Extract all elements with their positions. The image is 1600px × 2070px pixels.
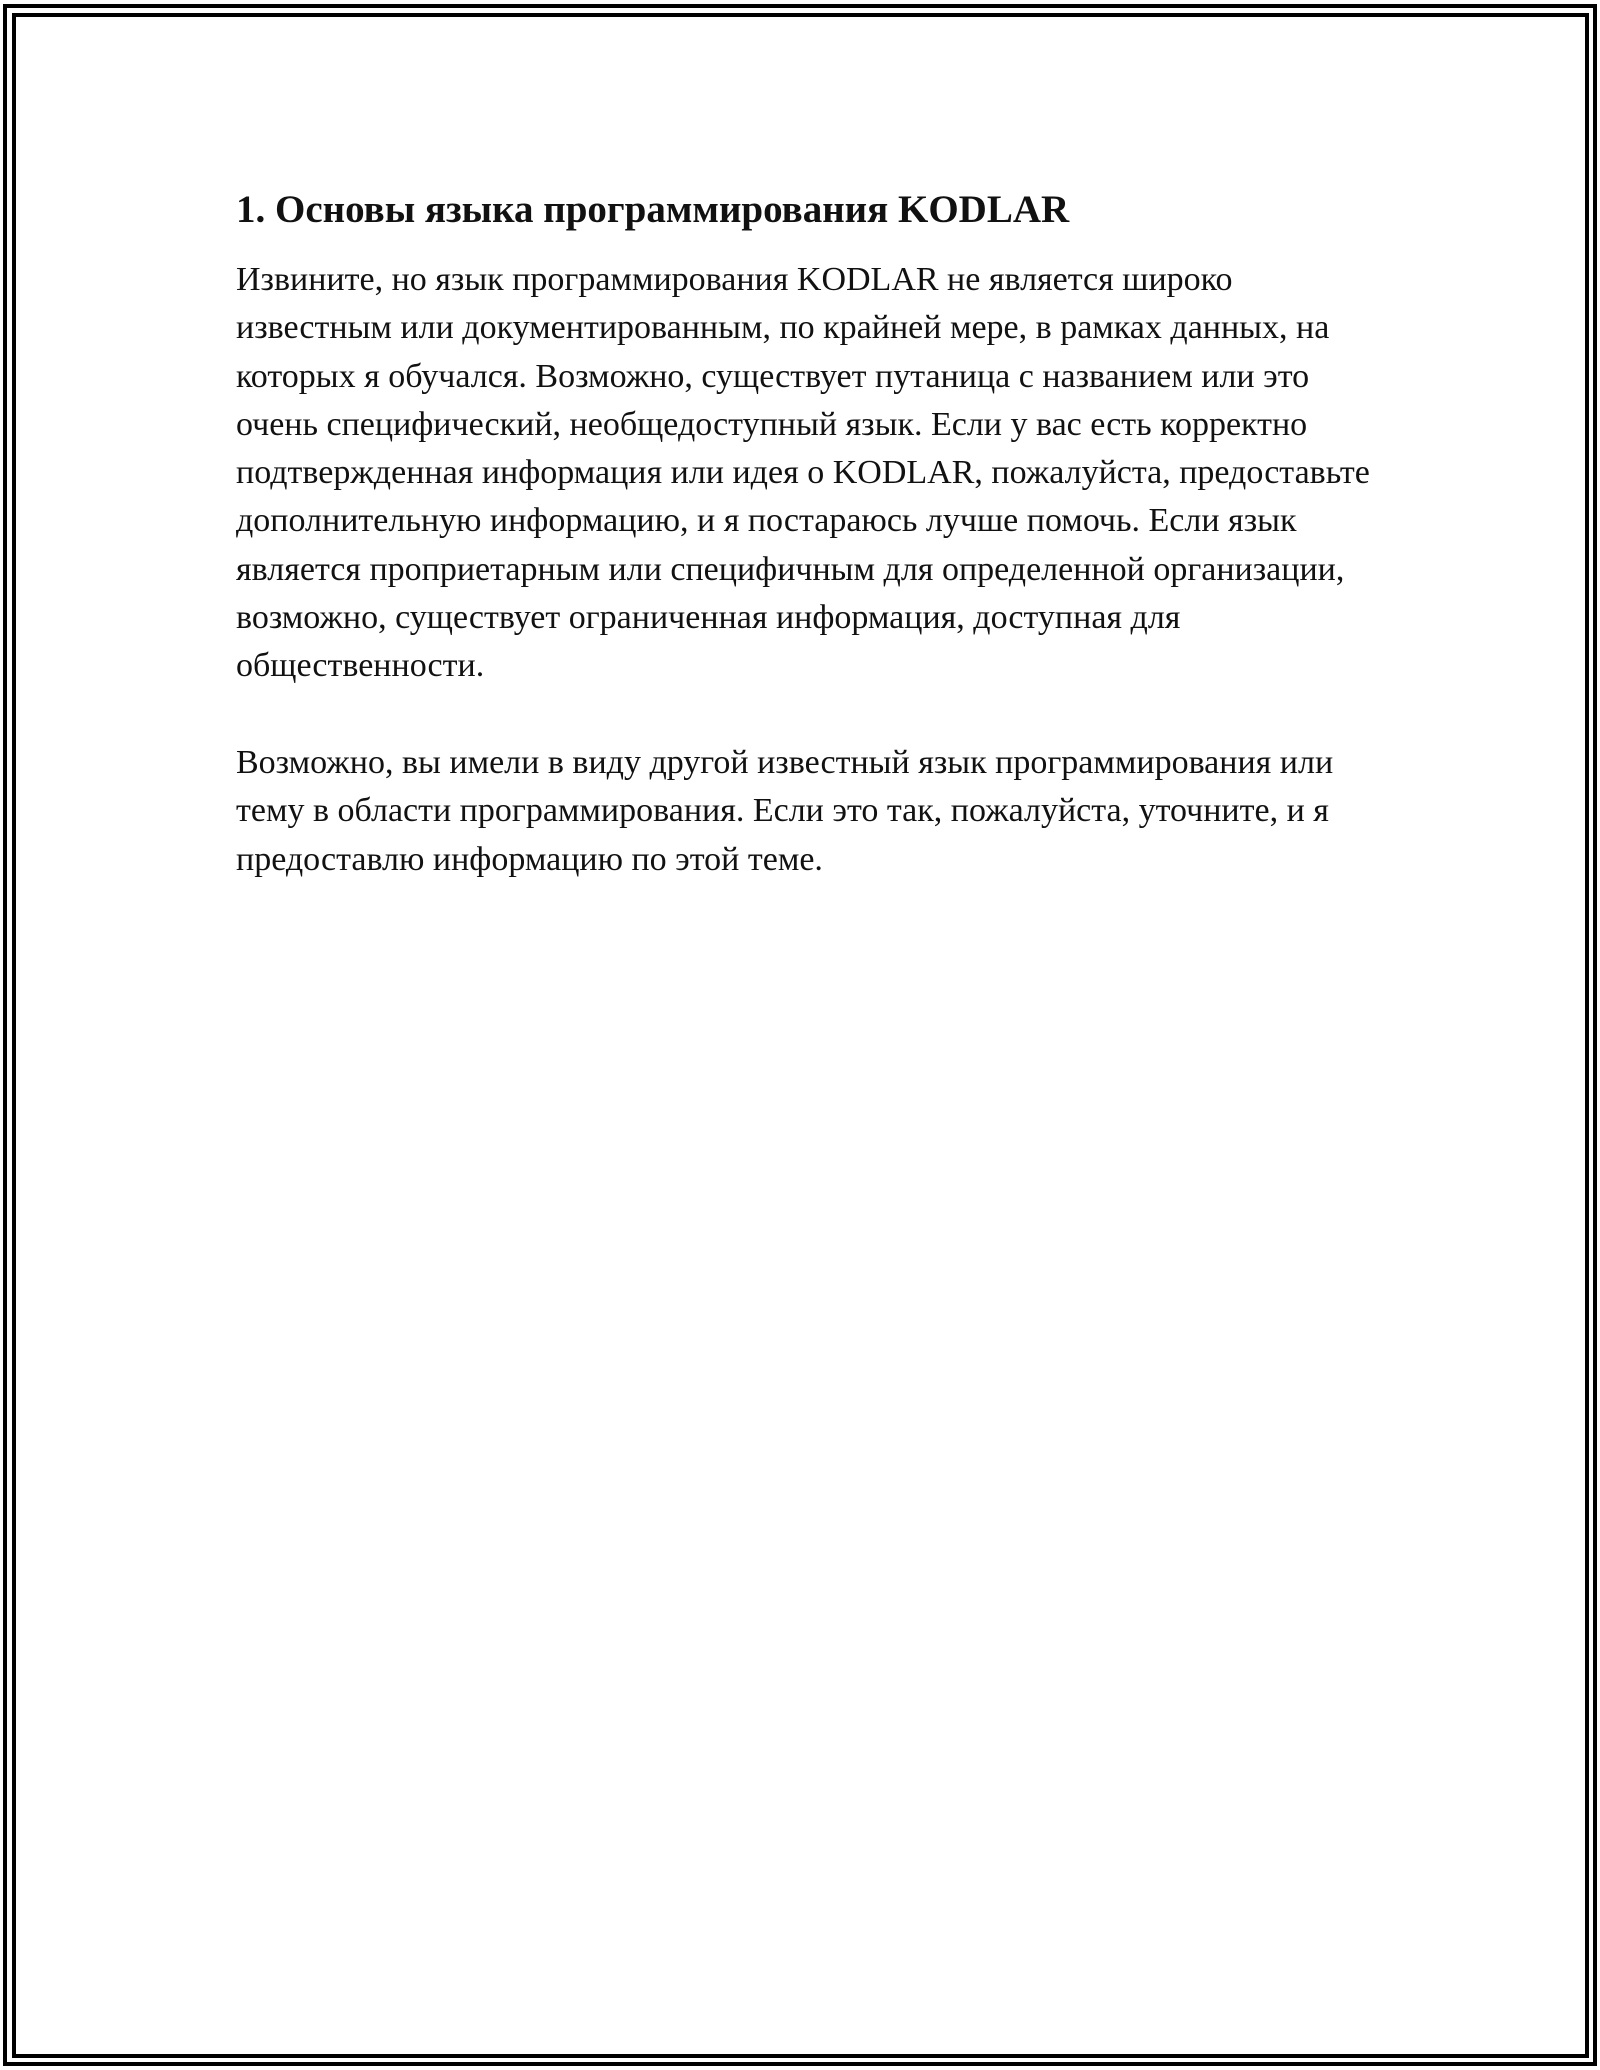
paragraph-2: Возможно, вы имели в виду другой известный язык программирования или тему в области программирования. Если это так, пожалуйста, уточните, и я предоставлю информацию по этой теме. bbox=[236, 743, 1334, 878]
section-heading: 1. Основы языка программирования KODLAR bbox=[236, 188, 1070, 231]
document-body bbox=[236, 184, 1376, 884]
paragraph-1: Извините, но язык программирования KODLAR не является широко известным или документированным, по крайней мере, в рамках данных, на которых я обучался. Возможно, существует путаница с названием или это очень специфический, необщедоступный язык. Если у вас есть корректно подтвержденная информация или идея о KODLAR, пожалуйста, предоставьте дополнительную информацию, и я постараюсь лучше помочь. Если язык является проприетарным или специфичным для определенной организации, возможно, существует ограниченная информация, доступная для общественности. bbox=[236, 261, 1370, 685]
